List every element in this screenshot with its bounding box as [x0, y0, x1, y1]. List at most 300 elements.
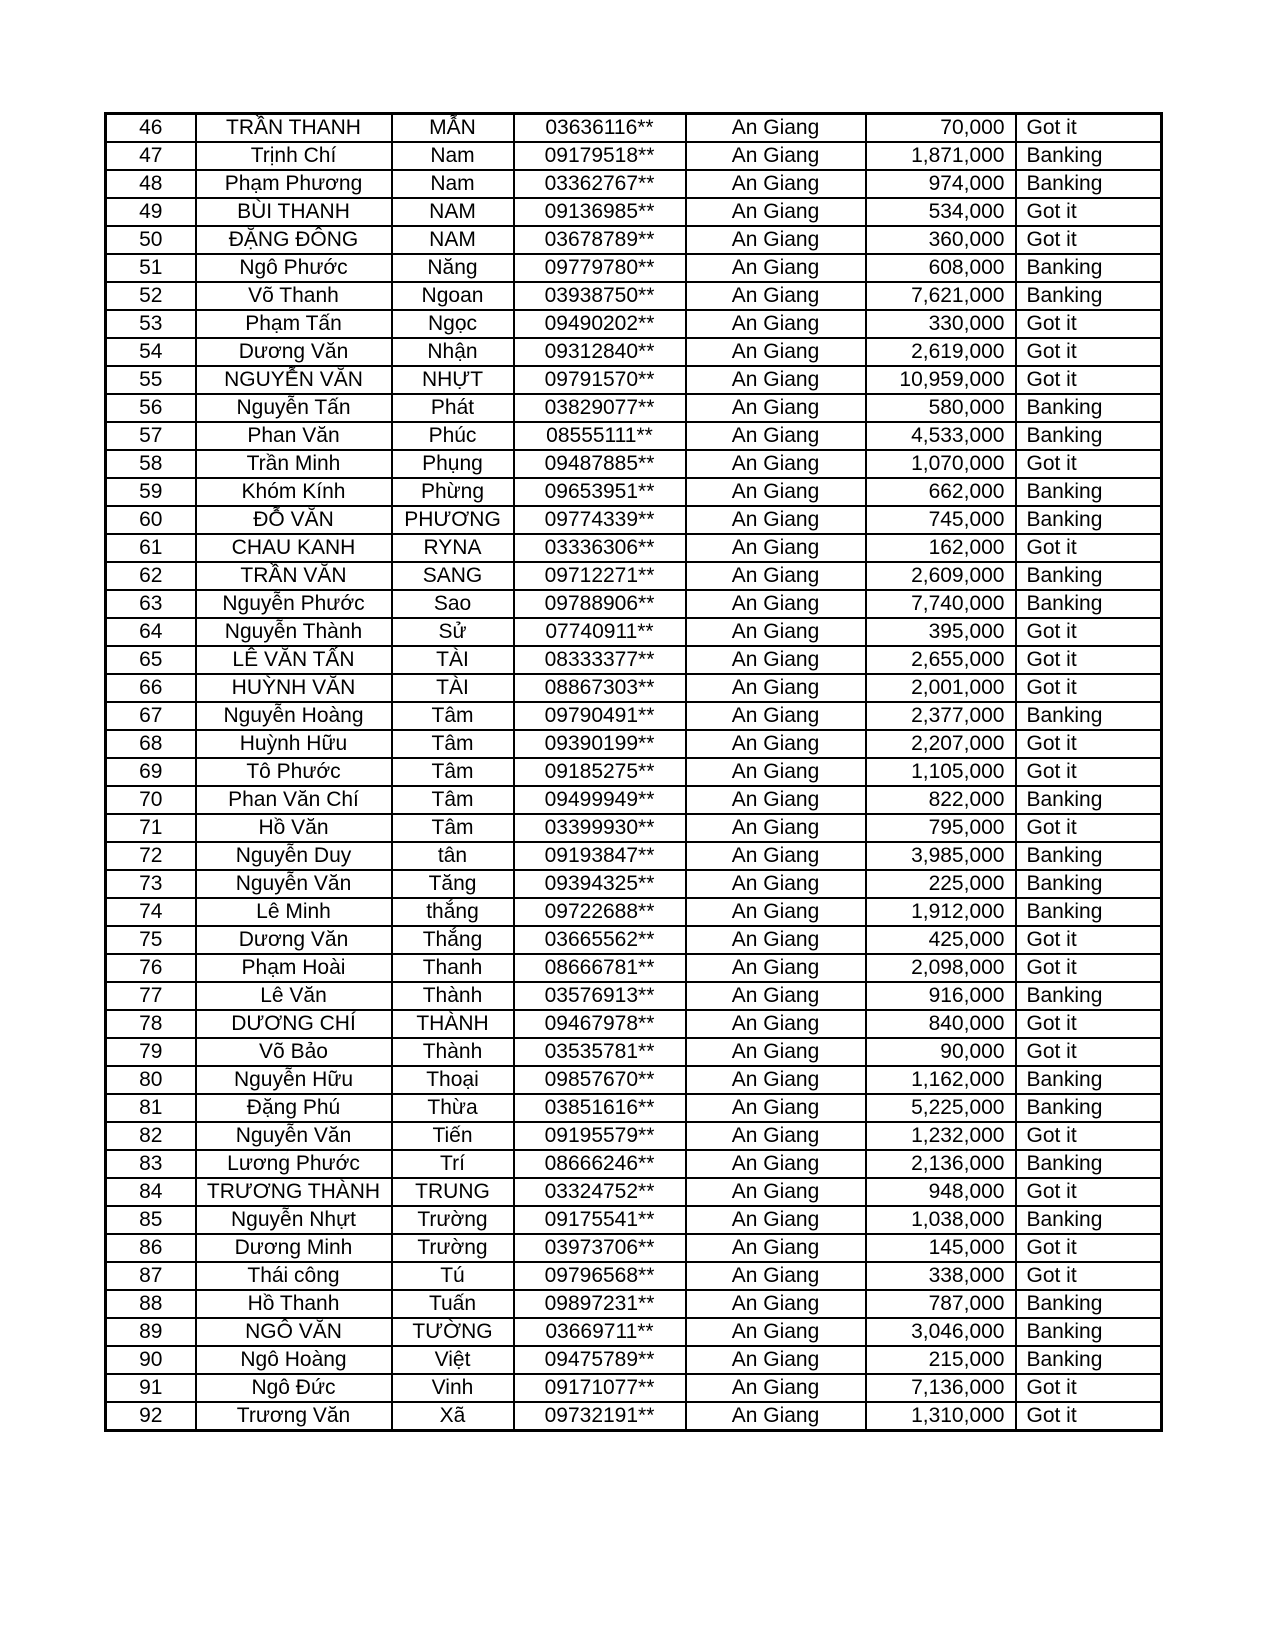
table-row: [106, 1178, 1162, 1206]
amount-cell: 1,038,000: [866, 1206, 1016, 1234]
row-number-cell: 85: [106, 1206, 196, 1234]
phone-cell: 09179518**: [514, 142, 686, 170]
province-cell: An Giang: [686, 702, 866, 730]
row-number-cell: 51: [106, 254, 196, 282]
province-cell: An Giang: [686, 226, 866, 254]
amount-cell: 662,000: [866, 478, 1016, 506]
last-name-cell: Phụng: [392, 450, 514, 478]
province-cell: An Giang: [686, 758, 866, 786]
first-name-cell: Nguyễn Tấn: [196, 394, 392, 422]
phone-cell: 08333377**: [514, 646, 686, 674]
first-name-cell: Trần Minh: [196, 450, 392, 478]
phone-cell: 03938750**: [514, 282, 686, 310]
amount-cell: 162,000: [866, 534, 1016, 562]
first-name-cell: Phạm Hoài: [196, 954, 392, 982]
row-number-cell: 61: [106, 534, 196, 562]
amount-cell: 1,070,000: [866, 450, 1016, 478]
first-name-cell: Dương Văn: [196, 926, 392, 954]
first-name-cell: Ngô Đức: [196, 1374, 392, 1402]
payment-method-cell: Got it: [1016, 926, 1162, 954]
table-row: [106, 590, 1162, 618]
first-name-cell: Khóm Kính: [196, 478, 392, 506]
amount-cell: 2,098,000: [866, 954, 1016, 982]
phone-cell: 09774339**: [514, 506, 686, 534]
amount-cell: 90,000: [866, 1038, 1016, 1066]
province-cell: An Giang: [686, 1178, 866, 1206]
row-number-cell: 83: [106, 1150, 196, 1178]
row-number-cell: 48: [106, 170, 196, 198]
row-number-cell: 89: [106, 1318, 196, 1346]
row-number-cell: 52: [106, 282, 196, 310]
province-cell: An Giang: [686, 1374, 866, 1402]
payment-method-cell: Banking: [1016, 1206, 1162, 1234]
row-number-cell: 58: [106, 450, 196, 478]
amount-cell: 330,000: [866, 310, 1016, 338]
phone-cell: 09185275**: [514, 758, 686, 786]
row-number-cell: 75: [106, 926, 196, 954]
phone-cell: 09175541**: [514, 1206, 686, 1234]
province-cell: An Giang: [686, 562, 866, 590]
province-cell: An Giang: [686, 1206, 866, 1234]
province-cell: An Giang: [686, 1234, 866, 1262]
first-name-cell: Phan Văn: [196, 422, 392, 450]
amount-cell: 974,000: [866, 170, 1016, 198]
row-number-cell: 90: [106, 1346, 196, 1374]
amount-cell: 7,621,000: [866, 282, 1016, 310]
last-name-cell: Phừng: [392, 478, 514, 506]
table-row: [106, 254, 1162, 282]
table-row: [106, 394, 1162, 422]
table-row: [106, 1122, 1162, 1150]
row-number-cell: 64: [106, 618, 196, 646]
row-number-cell: 56: [106, 394, 196, 422]
amount-cell: 70,000: [866, 114, 1016, 143]
first-name-cell: LÊ VĂN TẤN: [196, 646, 392, 674]
payment-method-cell: Banking: [1016, 282, 1162, 310]
last-name-cell: TƯỜNG: [392, 1318, 514, 1346]
amount-cell: 7,740,000: [866, 590, 1016, 618]
payment-method-cell: Got it: [1016, 1038, 1162, 1066]
last-name-cell: Tiến: [392, 1122, 514, 1150]
province-cell: An Giang: [686, 478, 866, 506]
last-name-cell: Sao: [392, 590, 514, 618]
first-name-cell: Hồ Văn: [196, 814, 392, 842]
amount-cell: 395,000: [866, 618, 1016, 646]
phone-cell: 09171077**: [514, 1374, 686, 1402]
province-cell: An Giang: [686, 198, 866, 226]
table-row: [106, 1290, 1162, 1318]
row-number-cell: 70: [106, 786, 196, 814]
last-name-cell: Thắng: [392, 926, 514, 954]
last-name-cell: RYNA: [392, 534, 514, 562]
province-cell: An Giang: [686, 142, 866, 170]
amount-cell: 360,000: [866, 226, 1016, 254]
first-name-cell: Nguyễn Hữu: [196, 1066, 392, 1094]
last-name-cell: TÀI: [392, 674, 514, 702]
first-name-cell: Lương Phước: [196, 1150, 392, 1178]
table-row: [106, 142, 1162, 170]
last-name-cell: TRUNG: [392, 1178, 514, 1206]
table-row: [106, 198, 1162, 226]
payment-method-cell: Got it: [1016, 226, 1162, 254]
table-row: [106, 114, 1162, 143]
phone-cell: 09394325**: [514, 870, 686, 898]
amount-cell: 10,959,000: [866, 366, 1016, 394]
first-name-cell: Nguyễn Văn: [196, 870, 392, 898]
row-number-cell: 68: [106, 730, 196, 758]
row-number-cell: 86: [106, 1234, 196, 1262]
last-name-cell: Thoại: [392, 1066, 514, 1094]
row-number-cell: 63: [106, 590, 196, 618]
payment-method-cell: Banking: [1016, 1290, 1162, 1318]
last-name-cell: Vinh: [392, 1374, 514, 1402]
table-row: [106, 702, 1162, 730]
first-name-cell: Nguyễn Nhựt: [196, 1206, 392, 1234]
last-name-cell: MẪN: [392, 114, 514, 143]
table-row: [106, 758, 1162, 786]
phone-cell: 09857670**: [514, 1066, 686, 1094]
amount-cell: 7,136,000: [866, 1374, 1016, 1402]
first-name-cell: Võ Bảo: [196, 1038, 392, 1066]
amount-cell: 1,871,000: [866, 142, 1016, 170]
payment-method-cell: Got it: [1016, 366, 1162, 394]
amount-cell: 916,000: [866, 982, 1016, 1010]
province-cell: An Giang: [686, 1402, 866, 1431]
phone-cell: 03669711**: [514, 1318, 686, 1346]
table-row: [106, 1038, 1162, 1066]
phone-cell: 09779780**: [514, 254, 686, 282]
amount-cell: 1,912,000: [866, 898, 1016, 926]
province-cell: An Giang: [686, 646, 866, 674]
province-cell: An Giang: [686, 1346, 866, 1374]
table-row: [106, 842, 1162, 870]
province-cell: An Giang: [686, 1262, 866, 1290]
row-number-cell: 46: [106, 114, 196, 143]
row-number-cell: 47: [106, 142, 196, 170]
first-name-cell: CHAU KANH: [196, 534, 392, 562]
table-row: [106, 226, 1162, 254]
row-number-cell: 50: [106, 226, 196, 254]
amount-cell: 1,105,000: [866, 758, 1016, 786]
last-name-cell: Tâm: [392, 814, 514, 842]
phone-cell: 09195579**: [514, 1122, 686, 1150]
amount-cell: 822,000: [866, 786, 1016, 814]
row-number-cell: 57: [106, 422, 196, 450]
payment-method-cell: Got it: [1016, 1178, 1162, 1206]
payment-method-cell: Banking: [1016, 842, 1162, 870]
province-cell: An Giang: [686, 450, 866, 478]
payment-method-cell: Got it: [1016, 534, 1162, 562]
province-cell: An Giang: [686, 1066, 866, 1094]
province-cell: An Giang: [686, 366, 866, 394]
amount-cell: 1,162,000: [866, 1066, 1016, 1094]
amount-cell: 608,000: [866, 254, 1016, 282]
payment-method-cell: Got it: [1016, 674, 1162, 702]
amount-cell: 338,000: [866, 1262, 1016, 1290]
amount-cell: 580,000: [866, 394, 1016, 422]
amount-cell: 745,000: [866, 506, 1016, 534]
amount-cell: 2,609,000: [866, 562, 1016, 590]
phone-cell: 08666781**: [514, 954, 686, 982]
first-name-cell: Phan Văn Chí: [196, 786, 392, 814]
row-number-cell: 59: [106, 478, 196, 506]
row-number-cell: 54: [106, 338, 196, 366]
table-row: [106, 450, 1162, 478]
payment-method-cell: Got it: [1016, 1262, 1162, 1290]
first-name-cell: Võ Thanh: [196, 282, 392, 310]
payment-method-cell: Got it: [1016, 338, 1162, 366]
table-row: [106, 1066, 1162, 1094]
last-name-cell: Tuấn: [392, 1290, 514, 1318]
phone-cell: 09467978**: [514, 1010, 686, 1038]
row-number-cell: 69: [106, 758, 196, 786]
last-name-cell: Năng: [392, 254, 514, 282]
row-number-cell: 60: [106, 506, 196, 534]
payment-method-cell: Banking: [1016, 870, 1162, 898]
phone-cell: 03665562**: [514, 926, 686, 954]
phone-cell: 03851616**: [514, 1094, 686, 1122]
amount-cell: 534,000: [866, 198, 1016, 226]
payment-method-cell: Banking: [1016, 394, 1162, 422]
payment-method-cell: Got it: [1016, 1374, 1162, 1402]
amount-cell: 3,985,000: [866, 842, 1016, 870]
province-cell: An Giang: [686, 1290, 866, 1318]
province-cell: An Giang: [686, 982, 866, 1010]
table-row: [106, 1094, 1162, 1122]
phone-cell: 03324752**: [514, 1178, 686, 1206]
amount-cell: 145,000: [866, 1234, 1016, 1262]
last-name-cell: Phúc: [392, 422, 514, 450]
last-name-cell: tân: [392, 842, 514, 870]
province-cell: An Giang: [686, 1038, 866, 1066]
row-number-cell: 73: [106, 870, 196, 898]
last-name-cell: TÀI: [392, 646, 514, 674]
table-row: [106, 1346, 1162, 1374]
last-name-cell: thắng: [392, 898, 514, 926]
last-name-cell: Tăng: [392, 870, 514, 898]
table-row: [106, 618, 1162, 646]
amount-cell: 948,000: [866, 1178, 1016, 1206]
phone-cell: 03678789**: [514, 226, 686, 254]
table-row: [106, 814, 1162, 842]
payment-method-cell: Banking: [1016, 590, 1162, 618]
phone-cell: 03399930**: [514, 814, 686, 842]
table-row: [106, 954, 1162, 982]
phone-cell: 03636116**: [514, 114, 686, 143]
table-row: [106, 1206, 1162, 1234]
payment-method-cell: Banking: [1016, 1346, 1162, 1374]
first-name-cell: Phạm Phương: [196, 170, 392, 198]
row-number-cell: 91: [106, 1374, 196, 1402]
table-row: [106, 1150, 1162, 1178]
row-number-cell: 74: [106, 898, 196, 926]
table-row: [106, 170, 1162, 198]
row-number-cell: 67: [106, 702, 196, 730]
payment-method-cell: Got it: [1016, 646, 1162, 674]
amount-cell: 3,046,000: [866, 1318, 1016, 1346]
last-name-cell: Tú: [392, 1262, 514, 1290]
amount-cell: 2,655,000: [866, 646, 1016, 674]
payment-method-cell: Got it: [1016, 1010, 1162, 1038]
table-row: [106, 534, 1162, 562]
province-cell: An Giang: [686, 618, 866, 646]
table-row: [106, 1374, 1162, 1402]
phone-cell: 09312840**: [514, 338, 686, 366]
first-name-cell: Lê Minh: [196, 898, 392, 926]
first-name-cell: BÙI THANH: [196, 198, 392, 226]
first-name-cell: DƯƠNG CHÍ: [196, 1010, 392, 1038]
last-name-cell: Xã: [392, 1402, 514, 1431]
payment-method-cell: Banking: [1016, 170, 1162, 198]
payment-method-cell: Got it: [1016, 1234, 1162, 1262]
phone-cell: 09499949**: [514, 786, 686, 814]
table-row: [106, 338, 1162, 366]
first-name-cell: Hồ Thanh: [196, 1290, 392, 1318]
province-cell: An Giang: [686, 422, 866, 450]
last-name-cell: Nhận: [392, 338, 514, 366]
payment-method-cell: Got it: [1016, 1402, 1162, 1431]
phone-cell: 09193847**: [514, 842, 686, 870]
table-row: [106, 730, 1162, 758]
last-name-cell: Tâm: [392, 758, 514, 786]
phone-cell: 09475789**: [514, 1346, 686, 1374]
amount-cell: 2,377,000: [866, 702, 1016, 730]
payment-method-cell: Got it: [1016, 114, 1162, 143]
phone-cell: 09490202**: [514, 310, 686, 338]
amount-cell: 2,619,000: [866, 338, 1016, 366]
province-cell: An Giang: [686, 506, 866, 534]
last-name-cell: NHỰT: [392, 366, 514, 394]
payment-method-cell: Banking: [1016, 1066, 1162, 1094]
table-row: [106, 310, 1162, 338]
table-row: [106, 926, 1162, 954]
payment-method-cell: Got it: [1016, 618, 1162, 646]
province-cell: An Giang: [686, 254, 866, 282]
first-name-cell: Ngô Hoàng: [196, 1346, 392, 1374]
province-cell: An Giang: [686, 282, 866, 310]
phone-cell: 08555111**: [514, 422, 686, 450]
first-name-cell: ĐẶNG ĐÔNG: [196, 226, 392, 254]
payment-method-cell: Banking: [1016, 142, 1162, 170]
phone-cell: 08867303**: [514, 674, 686, 702]
province-cell: An Giang: [686, 786, 866, 814]
row-number-cell: 49: [106, 198, 196, 226]
amount-cell: 5,225,000: [866, 1094, 1016, 1122]
phone-cell: 09788906**: [514, 590, 686, 618]
row-number-cell: 53: [106, 310, 196, 338]
first-name-cell: TRẦN THANH: [196, 114, 392, 143]
phone-cell: 03362767**: [514, 170, 686, 198]
phone-cell: 09796568**: [514, 1262, 686, 1290]
first-name-cell: Trương Văn: [196, 1402, 392, 1431]
last-name-cell: Trường: [392, 1234, 514, 1262]
table-row: [106, 870, 1162, 898]
province-cell: An Giang: [686, 1122, 866, 1150]
province-cell: An Giang: [686, 1094, 866, 1122]
first-name-cell: Ngô Phước: [196, 254, 392, 282]
phone-cell: 09790491**: [514, 702, 686, 730]
row-number-cell: 79: [106, 1038, 196, 1066]
row-number-cell: 65: [106, 646, 196, 674]
payment-method-cell: Got it: [1016, 1122, 1162, 1150]
province-cell: An Giang: [686, 870, 866, 898]
last-name-cell: PHƯƠNG: [392, 506, 514, 534]
payment-method-cell: Banking: [1016, 982, 1162, 1010]
phone-cell: 03535781**: [514, 1038, 686, 1066]
table-row: [106, 982, 1162, 1010]
first-name-cell: ĐỖ VĂN: [196, 506, 392, 534]
phone-cell: 03829077**: [514, 394, 686, 422]
payment-method-cell: Banking: [1016, 786, 1162, 814]
province-cell: An Giang: [686, 114, 866, 143]
province-cell: An Giang: [686, 1010, 866, 1038]
payment-method-cell: Got it: [1016, 814, 1162, 842]
table-row: [106, 422, 1162, 450]
payment-method-cell: Banking: [1016, 422, 1162, 450]
last-name-cell: NAM: [392, 226, 514, 254]
last-name-cell: Trí: [392, 1150, 514, 1178]
table-row: [106, 1318, 1162, 1346]
first-name-cell: Tô Phước: [196, 758, 392, 786]
last-name-cell: SANG: [392, 562, 514, 590]
payment-method-cell: Banking: [1016, 1318, 1162, 1346]
province-cell: An Giang: [686, 394, 866, 422]
phone-cell: 09136985**: [514, 198, 686, 226]
amount-cell: 425,000: [866, 926, 1016, 954]
province-cell: An Giang: [686, 954, 866, 982]
row-number-cell: 62: [106, 562, 196, 590]
amount-cell: 1,310,000: [866, 1402, 1016, 1431]
last-name-cell: Tâm: [392, 702, 514, 730]
first-name-cell: NGUYỄN VĂN: [196, 366, 392, 394]
last-name-cell: Nam: [392, 142, 514, 170]
table-row: [106, 562, 1162, 590]
row-number-cell: 92: [106, 1402, 196, 1431]
phone-cell: 09653951**: [514, 478, 686, 506]
first-name-cell: TRƯƠNG THÀNH: [196, 1178, 392, 1206]
table-row: [106, 366, 1162, 394]
last-name-cell: Thanh: [392, 954, 514, 982]
phone-cell: 03336306**: [514, 534, 686, 562]
phone-cell: 03973706**: [514, 1234, 686, 1262]
amount-cell: 4,533,000: [866, 422, 1016, 450]
row-number-cell: 82: [106, 1122, 196, 1150]
first-name-cell: Nguyễn Hoàng: [196, 702, 392, 730]
last-name-cell: Việt: [392, 1346, 514, 1374]
province-cell: An Giang: [686, 898, 866, 926]
payment-method-cell: Got it: [1016, 758, 1162, 786]
province-cell: An Giang: [686, 590, 866, 618]
last-name-cell: Ngoan: [392, 282, 514, 310]
payment-method-cell: Got it: [1016, 450, 1162, 478]
first-name-cell: HUỲNH VĂN: [196, 674, 392, 702]
province-cell: An Giang: [686, 310, 866, 338]
province-cell: An Giang: [686, 730, 866, 758]
last-name-cell: Thành: [392, 982, 514, 1010]
last-name-cell: Ngọc: [392, 310, 514, 338]
row-number-cell: 77: [106, 982, 196, 1010]
table-row: [106, 478, 1162, 506]
first-name-cell: Lê Văn: [196, 982, 392, 1010]
province-cell: An Giang: [686, 674, 866, 702]
row-number-cell: 72: [106, 842, 196, 870]
province-cell: An Giang: [686, 842, 866, 870]
table-body: [106, 114, 1162, 1431]
row-number-cell: 78: [106, 1010, 196, 1038]
row-number-cell: 66: [106, 674, 196, 702]
payment-method-cell: Banking: [1016, 1094, 1162, 1122]
table-row: [106, 1262, 1162, 1290]
